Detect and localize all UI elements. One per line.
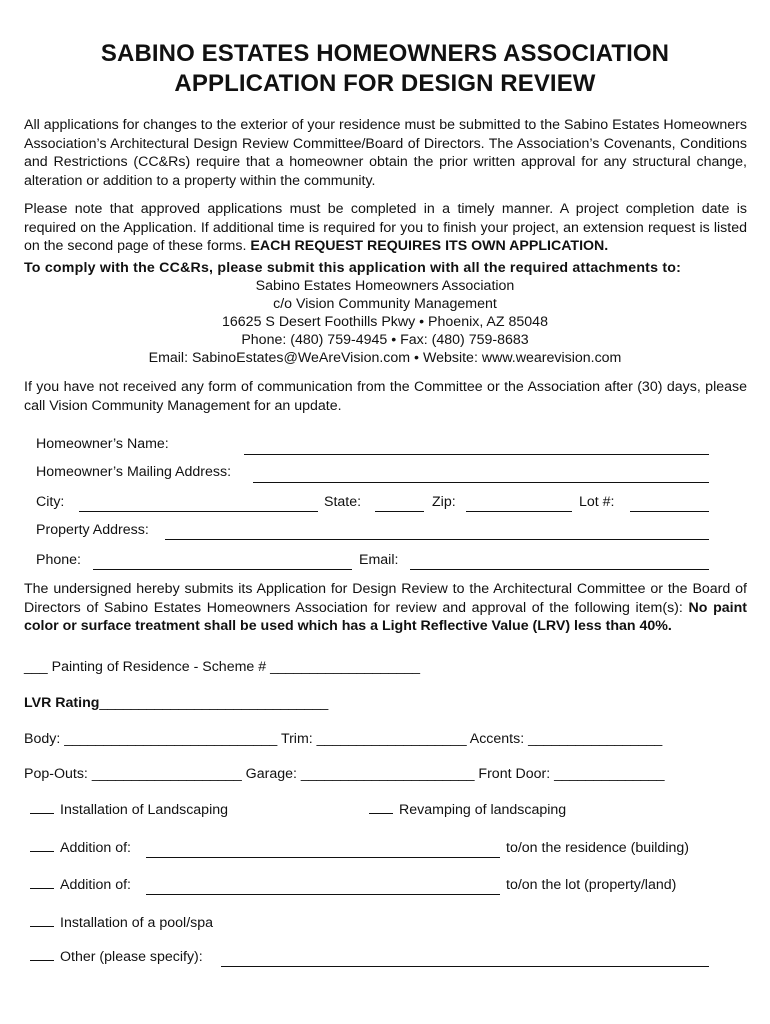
body-trim-accents-row[interactable]: Body: ___________________________ Trim: ___________________ Accents: _________________: [24, 731, 663, 747]
submission-paragraph: [24, 580, 747, 636]
addition-label: Addition of:: [60, 877, 131, 893]
painting-item[interactable]: ___ Painting of Residence - Scheme # ___________________: [24, 659, 420, 675]
phone-field[interactable]: [93, 569, 352, 570]
addition-lot-item[interactable]: [30, 877, 131, 893]
city-label: City:: [36, 494, 65, 510]
address-line: Sabino Estates Homeowners Association: [255, 278, 515, 294]
addition-residence-field[interactable]: [146, 857, 500, 858]
checkbox-blank[interactable]: [30, 850, 54, 852]
addition-lot-field[interactable]: [146, 894, 500, 895]
checkbox-blank[interactable]: [30, 925, 54, 927]
checkbox-blank[interactable]: [30, 959, 54, 961]
intro-paragraph-2-text: Please note that approved applications must be completed in a timely manner. A project completion date is required on the Application. If additional time is required for you to finish your project, an extension request is listed on the second page of these forms.: [24, 201, 747, 254]
zip-label: Zip:: [432, 494, 456, 510]
homeowner-name-label: Homeowner’s Name:: [36, 436, 169, 452]
checkbox-blank[interactable]: [30, 812, 54, 814]
submission-text: The undersigned hereby submits its Application for Design Review to the Architectural Committee or the Board of Directors of Sabino Estates Homeowners Association for review and approval of the following item(s):: [24, 581, 747, 616]
email-label: Email:: [359, 552, 399, 568]
email-field[interactable]: [410, 569, 709, 570]
state-label: State:: [324, 494, 362, 510]
mailing-address-field[interactable]: [253, 482, 709, 483]
intro-paragraph-3: If you have not received any form of communication from the Committee or the Association after (30) days, please call Vision Community Management for an update.: [24, 379, 747, 414]
lot-field[interactable]: [630, 511, 709, 512]
mailing-address-block: [0, 277, 770, 367]
landscaping-install-item[interactable]: [30, 802, 228, 818]
intro-paragraph-1: All applications for changes to the exterior of your residence must be submitted to the Sabino Estates Homeowners Association’s Architectural Design Review Committee/Board of Directors. The Association’s Covenants, Conditions and Restrictions (CC&Rs) require that a homeowner obtain the prior written approval for any structural change, alteration or addition to a property within the community.: [24, 117, 747, 189]
property-address-label: Property Address:: [36, 522, 149, 538]
other-label: Other (please specify):: [60, 949, 203, 965]
address-line: Email: SabinoEstates@WeAreVision.com • Website: www.wearevision.com: [148, 350, 622, 366]
page-title: SABINO ESTATES HOMEOWNERS ASSOCIATION: [100, 40, 670, 67]
landscaping-revamp-item[interactable]: [369, 802, 566, 818]
property-address-field[interactable]: [165, 539, 709, 540]
state-field[interactable]: [375, 511, 424, 512]
pool-label: Installation of a pool/spa: [60, 915, 214, 931]
address-line: Phone: (480) 759-4945 • Fax: (480) 759-8683: [241, 332, 529, 348]
checkbox-blank[interactable]: [30, 887, 54, 889]
homeowner-name-field[interactable]: [244, 454, 709, 455]
landscaping-revamp-label: Revamping of landscaping: [399, 802, 567, 818]
lot-label: Lot #:: [579, 494, 615, 510]
comply-instruction: To comply with the CC&Rs, please submit this application with all the required attachments to:: [24, 260, 682, 276]
addition-residence-item[interactable]: [30, 840, 131, 856]
zip-field[interactable]: [466, 511, 572, 512]
page-subtitle: APPLICATION FOR DESIGN REVIEW: [174, 70, 596, 97]
pool-item[interactable]: [30, 915, 213, 931]
checkbox-blank[interactable]: [369, 812, 393, 814]
address-line: c/o Vision Community Management: [273, 296, 497, 312]
phone-label: Phone:: [36, 552, 81, 568]
popouts-garage-door-row[interactable]: Pop-Outs: ___________________ Garage: ______________________ Front Door: ______________: [24, 766, 665, 782]
landscaping-install-label: Installation of Landscaping: [60, 802, 229, 818]
address-line: 16625 S Desert Foothills Pkwy • Phoenix, AZ 85048: [222, 314, 548, 330]
intro-paragraph-2: [24, 200, 747, 256]
addition-residence-suffix: to/on the residence (building): [506, 840, 689, 856]
addition-label: Addition of:: [60, 840, 131, 856]
addition-lot-suffix: to/on the lot (property/land): [506, 877, 677, 893]
other-item[interactable]: [30, 949, 203, 965]
lvr-rating-label: LVR Rating: [24, 695, 100, 711]
city-field[interactable]: [79, 511, 318, 512]
lrv-requirement: No paint color or surface treatment shall be used which has a Light Reflective Value (LRV) less than 40%.: [24, 599, 747, 634]
intro-paragraph-2-bold: EACH REQUEST REQUIRES ITS OWN APPLICATION.: [250, 238, 609, 254]
mailing-address-label: Homeowner’s Mailing Address:: [36, 464, 232, 480]
lvr-rating-field[interactable]: _____________________________: [99, 695, 329, 711]
lvr-rating-row: [24, 695, 328, 711]
other-field[interactable]: [221, 966, 709, 967]
